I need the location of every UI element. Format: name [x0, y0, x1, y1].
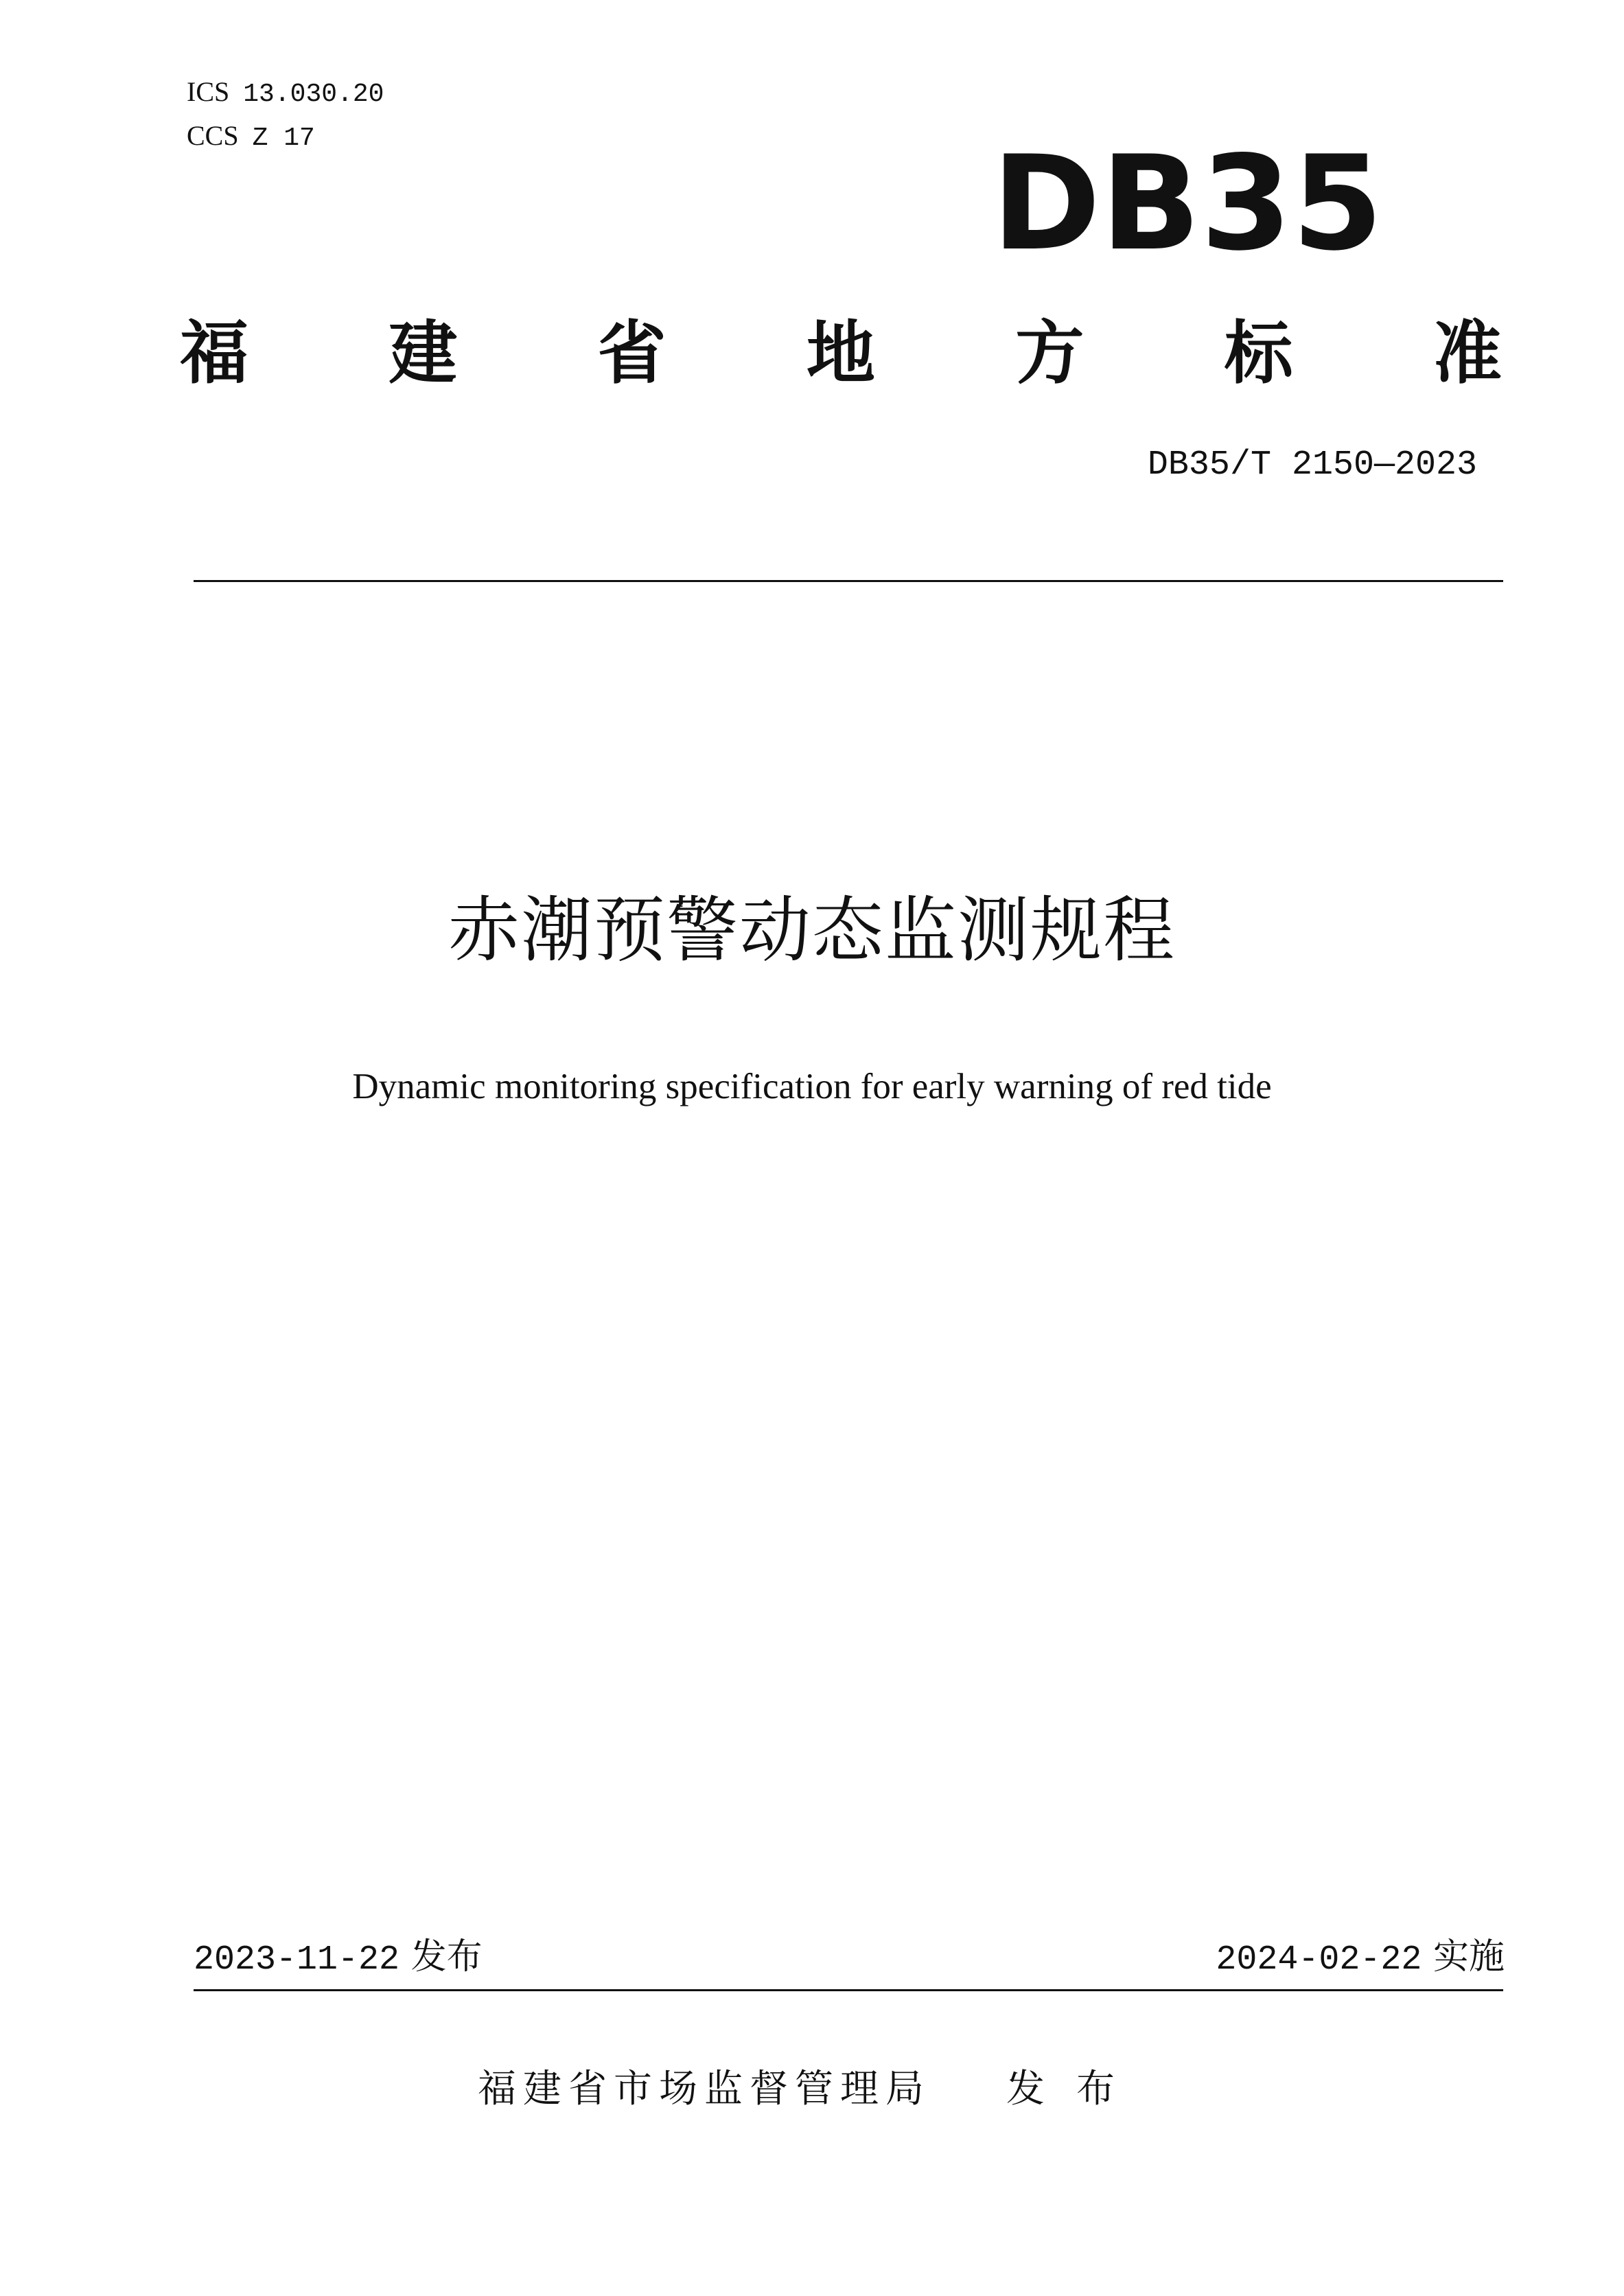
top-divider — [194, 580, 1503, 582]
ccs-label: CCS — [187, 120, 239, 151]
publish-date — [194, 1934, 483, 1983]
db35-logo — [988, 137, 1387, 261]
bottom-divider — [194, 1989, 1503, 1991]
issuer — [0, 2065, 1624, 2114]
title-chinese: 赤潮预警动态监测规程 — [448, 888, 1176, 972]
ccs-classification — [187, 119, 315, 155]
ccs-code: Z 17 — [252, 124, 315, 153]
implement-date — [1216, 1934, 1505, 1983]
publish-date-label: 发布 — [410, 1936, 483, 1978]
ics-code: 13.030.20 — [243, 80, 384, 109]
standard-type-char: 地 — [806, 313, 875, 393]
standard-type-char: 方 — [1015, 313, 1084, 393]
implement-date-label: 实施 — [1432, 1936, 1505, 1978]
db35-logo-text: DB35 — [992, 137, 1383, 261]
title-english: Dynamic monitoring specification for early warning of red tide — [352, 1067, 1272, 1106]
standard-type-heading — [180, 309, 1502, 398]
ics-label: ICS — [187, 76, 230, 107]
standard-type-char: 准 — [1432, 313, 1502, 393]
standard-number: DB35/T 2150—2023 — [1147, 445, 1477, 485]
issuer-name: 福建省市场监督管理局 — [478, 2067, 931, 2111]
standard-type-char: 标 — [1224, 313, 1293, 393]
standard-type-char: 建 — [388, 313, 458, 393]
ics-classification — [187, 76, 384, 111]
publish-date-value: 2023-11-22 — [194, 1940, 400, 1980]
standard-type-char: 福 — [180, 313, 248, 393]
standard-type-char: 省 — [597, 313, 666, 393]
issuer-action: 发布 — [1006, 2067, 1146, 2111]
implement-date-value: 2024-02-22 — [1216, 1940, 1422, 1980]
